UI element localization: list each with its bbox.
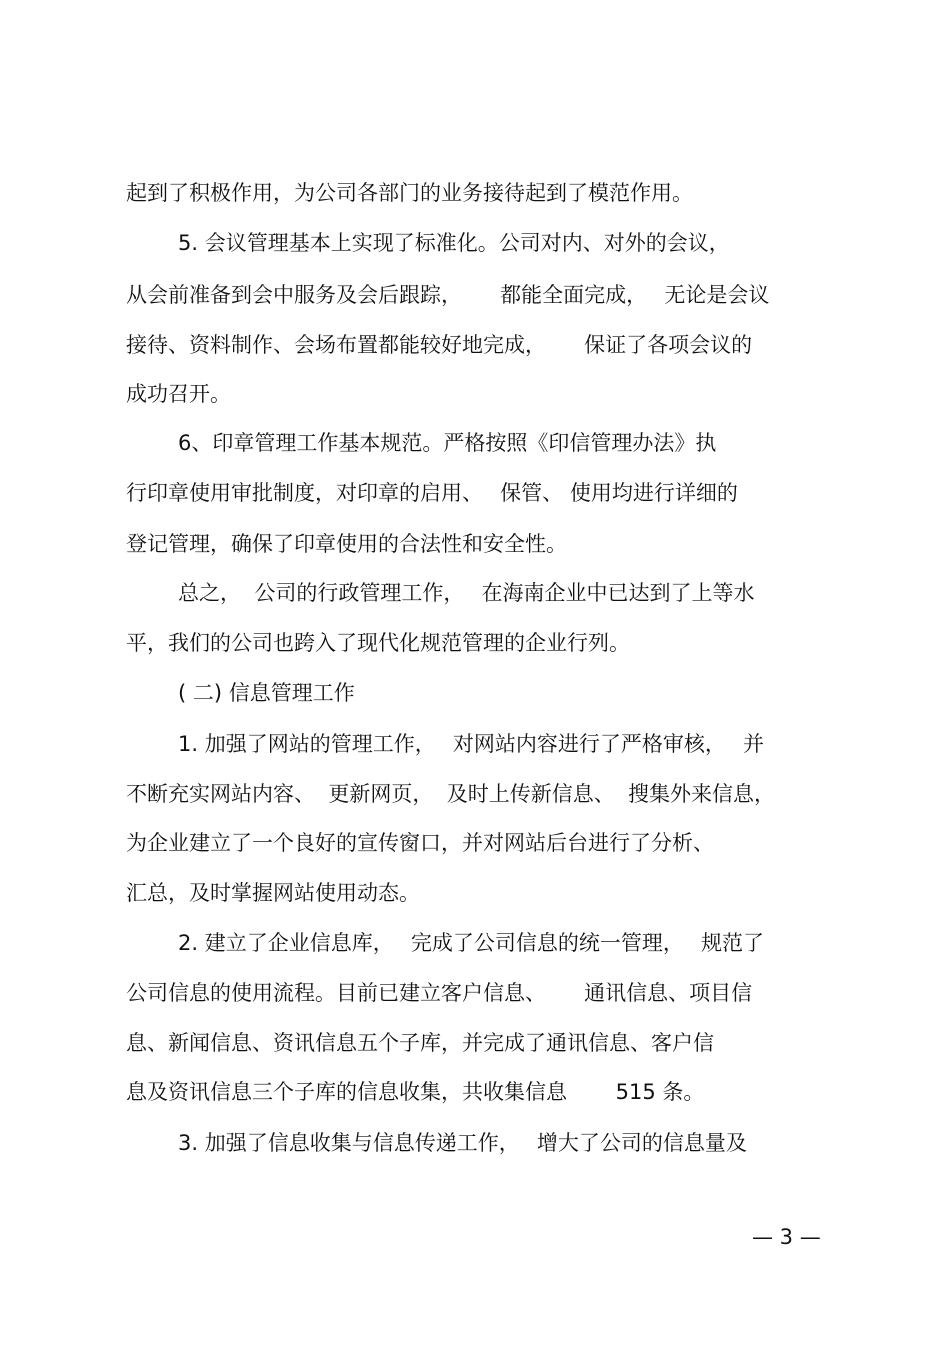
section-heading: ( 二) 信息管理工作 [178, 681, 355, 705]
text-line: 5. 会议管理基本上实现了标准化。公司对内、对外的会议， [178, 231, 730, 255]
text-line: 成功召开。 [126, 382, 231, 406]
text-line: 登记管理，确保了印章使用的合法性和安全性。 [126, 532, 567, 556]
text-line: 3. 加强了信息收集与信息传递工作， 增大了公司的信息量及 [178, 1131, 747, 1155]
text-line: 1. 加强了网站的管理工作， 对网站内容进行了严格审核， 并 [178, 732, 765, 756]
text-line: 公司信息的使用流程。目前已建立客户信息、 通讯信息、项目信 [126, 981, 753, 1005]
text-line: 起到了积极作用，为公司各部门的业务接待起到了模范作用。 [126, 181, 693, 205]
text-line: 行印章使用审批制度，对印章的启用、 保管、 使用均进行详细的 [126, 481, 738, 505]
text-line: 6、印章管理工作基本规范。严格按照《印信管理办法》执 [178, 431, 717, 455]
text-line: 2. 建立了企业信息库， 完成了公司信息的统一管理， 规范了 [178, 931, 765, 955]
text-line: 息、新闻信息、资讯信息五个子库，并完成了通讯信息、客户信 [126, 1031, 714, 1055]
text-line: 总之， 公司的行政管理工作， 在海南企业中已达到了上等水 [178, 581, 755, 605]
text-line: 为企业建立了一个良好的宣传窗口，并对网站后台进行了分析、 [126, 831, 714, 855]
page-number: — 3 — [752, 1225, 821, 1249]
text-line: 从会前准备到会中服务及会后跟踪， 都能全面完成， 无论是会议 [126, 283, 770, 307]
text-line: 汇总，及时掌握网站使用动态。 [126, 881, 420, 905]
text-line: 息及资讯信息三个子库的信息收集，共收集信息 515 条。 [126, 1080, 705, 1104]
text-line: 不断充实网站内容、 更新网页， 及时上传新信息、 搜集外来信息， [126, 782, 776, 806]
text-line: 接待、资料制作、会场布置都能较好地完成， 保证了各项会议的 [126, 333, 753, 357]
text-line: 平，我们的公司也跨入了现代化规范管理的企业行列。 [126, 631, 630, 655]
